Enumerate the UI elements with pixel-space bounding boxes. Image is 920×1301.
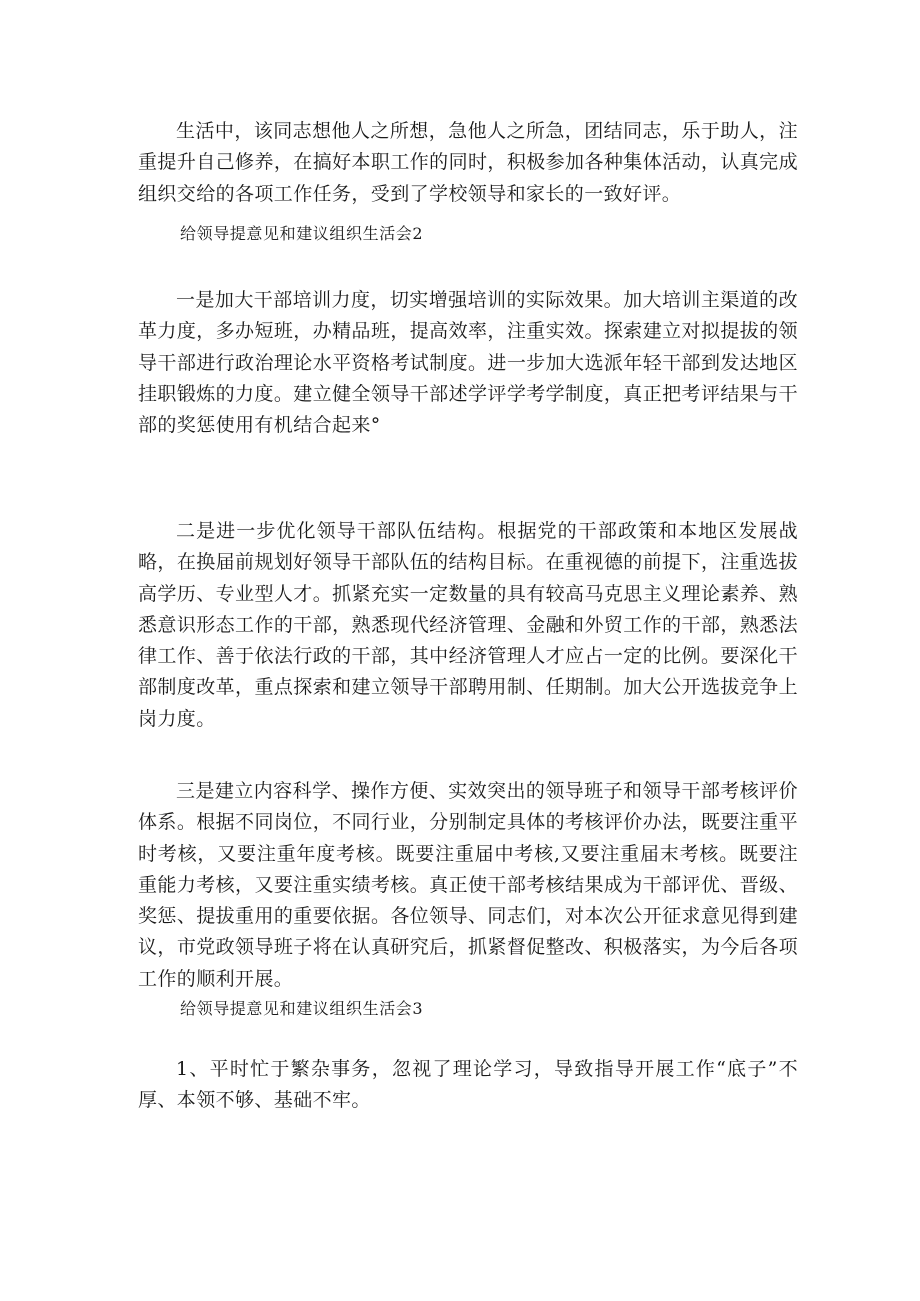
paragraph-2: 一是加大干部培训力度，切实增强培训的实际效果。加大培训主渠道的改革力度，多办短班，办精品班，提高效率，注重实效。探索建立对拟提拔的领导干部进行政治理论水平资格考试制度。进一步加大选派年轻干部到发达地区挂职锻炼的力度。建立健全领导干部述学评学考学制度，真正把考评结果与干部的奖惩使用有机结合起来°: [138, 289, 798, 437]
paragraph-4: 三是建立内容科学、操作方便、实效突出的领导班子和领导干部考核评价体系。根据不同岗位，不同行业，分别制定具体的考核评价办法，既要注重平时考核，又要注重年度考核。既要注重届中考核,又要注重届末考核。既要注重能力考核，又要注重实绩考核。真正使干部考核结果成为干部评优、晋级、奖惩、提拔重用的重要依据。各位领导、同志们，对本次公开征求意见得到建议，市党政领导班子将在认真研究后，抓紧督促整改、积极落实，为今后各项工作的顺利开展。: [138, 780, 798, 990]
section-heading-2: 给领导提意见和建议组织生活会2: [180, 224, 424, 243]
paragraph-3: 二是进一步优化领导干部队伍结构。根据党的干部政策和本地区发展战略，在换届前规划好领导干部队伍的结构目标。在重视德的前提下，注重选拔高学历、专业型人才。抓紧充实一定数量的具有较高马克思主义理论素养、熟悉意识形态工作的干部，熟悉现代经济管理、金融和外贸工作的干部，熟悉法律工作、善于依法行政的干部，其中经济管理人才应占一定的比例。要深化干部制度改革，重点探索和建立领导干部聘用制、任期制。加大公开选拔竞争上岗力度。: [138, 520, 798, 730]
paragraph-5: 1、平时忙于繁杂事务，忽视了理论学习，导致指导开展工作“底子”不厚、本领不够、基础不牢。: [138, 1058, 798, 1112]
section-heading-3: 给领导提意见和建议组织生活会3: [180, 999, 424, 1018]
paragraph-1: 生活中，该同志想他人之所想，急他人之所急，团结同志，乐于助人，注重提升自己修养，在搞好本职工作的同时，积极参加各种集体活动，认真完成组织交给的各项工作任务，受到了学校领导和家长的一致好评。: [138, 120, 798, 205]
